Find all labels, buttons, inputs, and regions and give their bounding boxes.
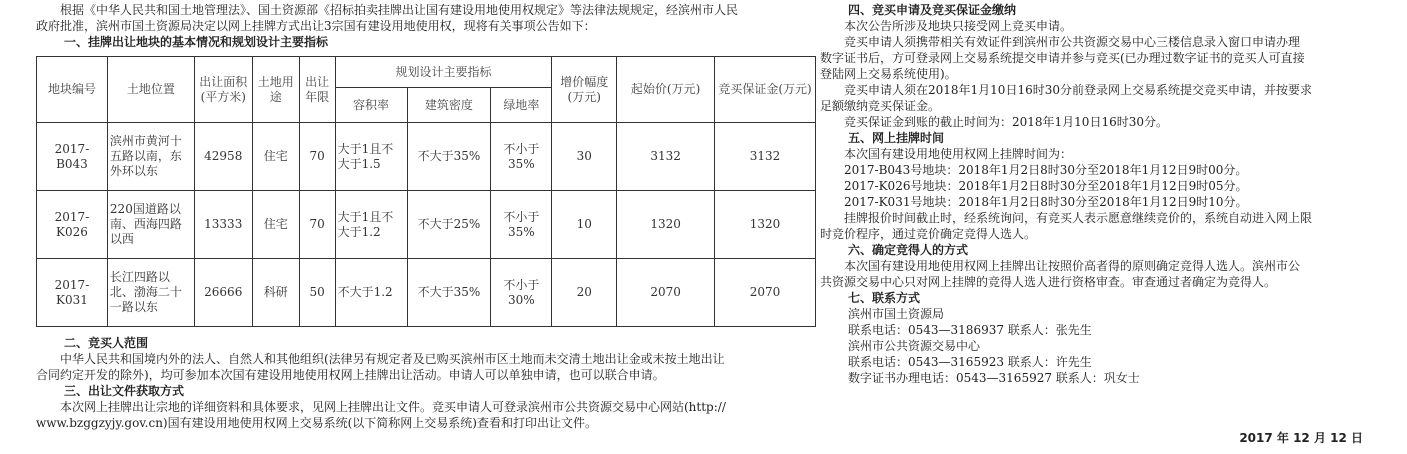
cell-use: 科研 (252, 259, 299, 327)
header-location: 土地位置 (107, 57, 194, 123)
section4-heading: 四、竞买申请及竞买保证金缴纳 (848, 3, 1017, 17)
header-id: 地块编号 (37, 57, 108, 123)
intro-line-2: 政府批准，滨州市国土资源局决定以网上挂牌方式出让3宗国有建设用地使用权，现将有关事项公告如下： (36, 19, 596, 33)
cell-deposit: 2070 (715, 259, 816, 327)
cell-density: 不大于35% (407, 123, 491, 191)
cell-density: 不大于35% (407, 259, 491, 327)
section7-heading: 七、联系方式 (848, 291, 921, 305)
cell-term: 50 (299, 259, 335, 327)
cell-start-price: 3132 (617, 123, 715, 191)
table-row (37, 123, 816, 191)
contact-org-1: 滨州市国土资源局 (848, 307, 945, 321)
header-far: 容积率 (335, 88, 407, 123)
header-green: 绿地率 (491, 88, 552, 123)
section5-schedule-b043: 2017-B043号地块：2018年1月2日8时30分至2018年1月12日9时00分。 (844, 163, 1248, 177)
cell-far: 大于1且不大于1.2 (335, 191, 407, 259)
cell-location: 长江四路以北、渤海二十一路以东 (107, 259, 194, 327)
section4-p1: 本次公告所涉及地块只接受网上竞买申请。 (844, 19, 1073, 33)
cell-green: 不小于35% (491, 191, 552, 259)
cell-location: 220国道路以南、西海四路以西 (107, 191, 194, 259)
cell-green: 不小于30% (491, 259, 552, 327)
cell-increment: 30 (552, 123, 617, 191)
intro-line-1: 根据《中华人民共和国土地管理法》、国土资源部《招标拍卖挂牌出让国有建设用地使用权规定》等法律法规规定，经滨州市人民 (60, 3, 739, 17)
cell-area: 42958 (194, 123, 252, 191)
header-density: 建筑密度 (407, 88, 491, 123)
section4-p3-line-2: 足额缴纳竞买保证金。 (820, 99, 941, 113)
cell-use: 住宅 (252, 191, 299, 259)
section5-schedule-k026: 2017-K026号地块：2018年1月2日8时30分至2018年1月12日9时05分。 (844, 179, 1248, 193)
cell-use: 住宅 (252, 123, 299, 191)
header-increment: 增价幅度(万元) (552, 57, 617, 123)
section4-p2-line-3: 登陆网上交易系统使用)。 (820, 67, 957, 81)
contact-phone-2: 联系电话：0543—3165923 联系人：许先生 (848, 355, 1092, 369)
header-use: 土地用途 (252, 57, 299, 123)
contact-phone-3: 数字证书办理电话：0543—3165927 联系人：巩女士 (848, 371, 1140, 385)
cell-area: 26666 (194, 259, 252, 327)
header-start-price: 起始价(万元) (617, 57, 715, 123)
contact-phone-1: 联系电话：0543—3186937 联系人：张先生 (848, 323, 1092, 337)
header-term: 出让年限 (299, 57, 335, 123)
section3-line-2: www.bzggzyjy.gov.cn)国有建设用地使用权网上交易系统(以下简称网上交易系统)查看和打印出让文件。 (36, 416, 597, 430)
cell-far: 大于1且不大于1.5 (335, 123, 407, 191)
cell-id: 2017-B043 (37, 123, 108, 191)
table-row (37, 259, 816, 327)
section6-heading: 六、确定竞得人的方式 (848, 243, 969, 257)
cell-term: 70 (299, 123, 335, 191)
cell-density: 不大于25% (407, 191, 491, 259)
section4-p2-line-1: 竞买申请人须携带相关有效证件到滨州市公共资源交易中心三楼信息录入窗口申请办理 (844, 35, 1301, 49)
table-header-row (37, 57, 816, 88)
header-deposit: 竞买保证金(万元) (715, 57, 816, 123)
contact-org-2: 滨州市公共资源交易中心 (848, 339, 981, 353)
section3-line-1: 本次网上挂牌出让宗地的详细资料和具体要求，见网上挂牌出让文件。竞买申请人可登录滨州市公共资源交易中心网站(http:// (60, 400, 726, 414)
section1-heading: 一、挂牌出让地块的基本情况和规划设计主要指标 (64, 35, 329, 49)
left-column (36, 2, 816, 431)
section4-p3-line-1: 竞买申请人须在2018年1月10日16时30分前登录网上交易系统提交竞买申请，并按要求 (844, 83, 1312, 97)
header-area: 出让面积(平方米) (194, 57, 252, 123)
cell-id: 2017-K026 (37, 191, 108, 259)
section5-p2-line-2: 时竞价程序，通过竞价确定竞得人选人。 (820, 227, 1037, 241)
cell-far: 不大于1.2 (335, 259, 407, 327)
section5-heading: 五、网上挂牌时间 (848, 131, 945, 145)
table-row (37, 191, 816, 259)
header-planning-group: 规划设计主要指标 (335, 57, 552, 88)
section2-line-2: 合同约定开发的除外)，均可参加本次国有建设用地使用权网上挂牌出让活动。申请人可以单独申请，也可以联合申请。 (36, 368, 665, 382)
cell-deposit: 3132 (715, 123, 816, 191)
cell-area: 13333 (194, 191, 252, 259)
section5-schedule-k031: 2017-K031号地块：2018年1月2日8时30分至2018年1月12日9时10分。 (844, 195, 1248, 209)
section2-line-1: 中华人民共和国境内外的法人、自然人和其他组织(法律另有规定者及已购买滨州市区土地而未交清土地出让金或未按土地出让 (60, 352, 725, 366)
section6-line-1: 本次国有建设用地使用权网上挂牌出让按照价高者得的原则确定竞得人选人。滨州市公 (844, 259, 1301, 273)
section4-p2-line-2: 数字证书后，方可登录网上交易系统提交申请并参与竞买(已办理过数字证书的竞买人可直接 (820, 51, 1305, 65)
cell-start-price: 2070 (617, 259, 715, 327)
section5-p1: 本次国有建设用地使用权网上挂牌时间为： (844, 147, 1073, 161)
section5-p2-line-1: 挂牌报价时间截止时，经系统询问，有竞买人表示愿意继续竞价的，系统自动进入网上限 (844, 211, 1313, 225)
land-table (36, 56, 816, 327)
cell-green: 不小于35% (491, 123, 552, 191)
cell-term: 70 (299, 191, 335, 259)
publication-date: 2017 年 12 月 12 日 (1239, 431, 1363, 445)
cell-start-price: 1320 (617, 191, 715, 259)
cell-increment: 10 (552, 191, 617, 259)
cell-deposit: 1320 (715, 191, 816, 259)
right-column (820, 2, 1368, 386)
section3-heading: 三、出让文件获取方式 (64, 384, 185, 398)
section6-line-2: 共资源交易中心只对网上挂牌的竞得人选人进行资格审查。审查通过者确定为竞得人。 (820, 275, 1277, 289)
cell-increment: 20 (552, 259, 617, 327)
cell-location: 滨州市黄河十五路以南，东外环以东 (107, 123, 194, 191)
section2-heading: 二、竞买人范围 (64, 336, 149, 350)
section4-p4: 竞买保证金到账的截止时间为：2018年1月10日16时30分。 (844, 115, 1168, 129)
cell-id: 2017-K031 (37, 259, 108, 327)
